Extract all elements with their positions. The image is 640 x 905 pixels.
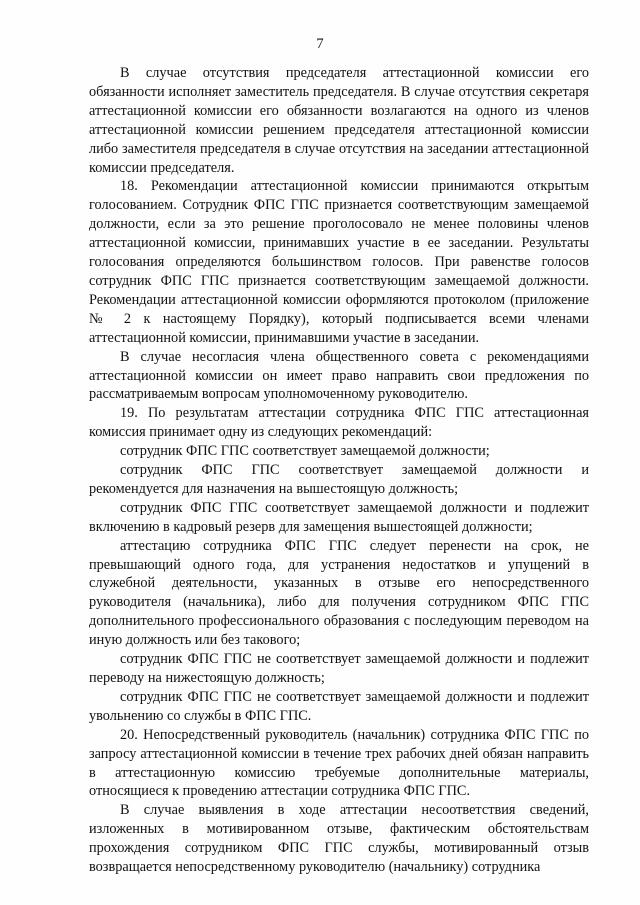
paragraph-18-recommendations: 18. Рекомендации аттестационной комиссии принимаются открытым голосованием. Сотрудник ФПС ГПС признается соответствующим замещаемой должности, если за это решение проголосовало не менее половины членов аттестационной комиссии, принимавших участие в ее заседании. Результаты голосования определяются большинством голосов. При равенстве голосов сотрудник ФПС ГПС признается соответствующим замещаемой должности. Рекомендации аттестационной комиссии оформляются протоколом (приложение № 2 к настоящему Порядку), который подписывается всеми членами аттестационной комиссии, принимавшими участие в заседании. — [89, 178, 589, 346]
page-number: 7 — [316, 36, 324, 52]
paragraph-public-council-disagreement: В случае несогласия члена общественного совета с рекомендациями аттестационной комиссии он имеет право направить свои предложения по рассматриваемым вопросам уполномоченному руководителю. — [89, 348, 589, 403]
recommendation-item-demotion: сотрудник ФПС ГПС не соответствует замещаемой должности и подлежит переводу на нижестоящую должность; — [89, 651, 589, 686]
recommendation-item-promotion: сотрудник ФПС ГПС соответствует замещаемой должности и рекомендуется для назначения на вышестоящую должность; — [89, 462, 589, 497]
document-body — [89, 64, 589, 877]
paragraph-discrepancy: В случае выявления в ходе аттестации несоответствия сведений, изложенных в мотивированном отзыве, фактическим обстоятельствам прохождения сотрудником ФПС ГПС службы, мотивированный отзыв возвращается непосредственному руководителю (начальнику) сотрудника — [89, 802, 589, 876]
recommendation-item-postpone: аттестацию сотрудника ФПС ГПС следует перенести на срок, не превышающий одного года, для устранения недостатков и упущений в служебной деятельности, указанных в отзыве его непосредственного руководителя (начальника), либо для получения сотрудником ФПС ГПС дополнительного профессионального образования с последующим переводом на иную должность или без такового; — [89, 537, 589, 649]
recommendation-item-dismissal: сотрудник ФПС ГПС не соответствует замещаемой должности и подлежит увольнению со службы в ФПС ГПС. — [89, 688, 589, 724]
recommendation-item-corresponds: сотрудник ФПС ГПС соответствует замещаемой должности; — [120, 443, 490, 460]
paragraph-20-supervisor: 20. Непосредственный руководитель (начальник) сотрудника ФПС ГПС по запросу аттестационной комиссии в течение трех рабочих дней обязан направить в аттестационную комиссию требуемые дополнительные материалы, относящиеся к проведению аттестации сотрудника ФПС ГПС. — [89, 726, 589, 800]
recommendation-item-reserve: сотрудник ФПС ГПС соответствует замещаемой должности и подлежит включению в кадровый резерв для замещения вышестоящей должности; — [89, 499, 589, 535]
paragraph-19-results: 19. По результатам аттестации сотрудника ФПС ГПС аттестационная комиссия принимает одну из следующих рекомендаций: — [89, 405, 589, 441]
paragraph-chairman-absence: В случае отсутствия председателя аттестационной комиссии его обязанности исполняет заместитель председателя. В случае отсутствия секретаря аттестационной комиссии его обязанности возлагаются на одного из членов аттестационной комиссии решением председателя аттестационной комиссии либо заместителя председателя в случае отсутствия на заседании аттестационной комиссии председателя. — [89, 65, 589, 176]
